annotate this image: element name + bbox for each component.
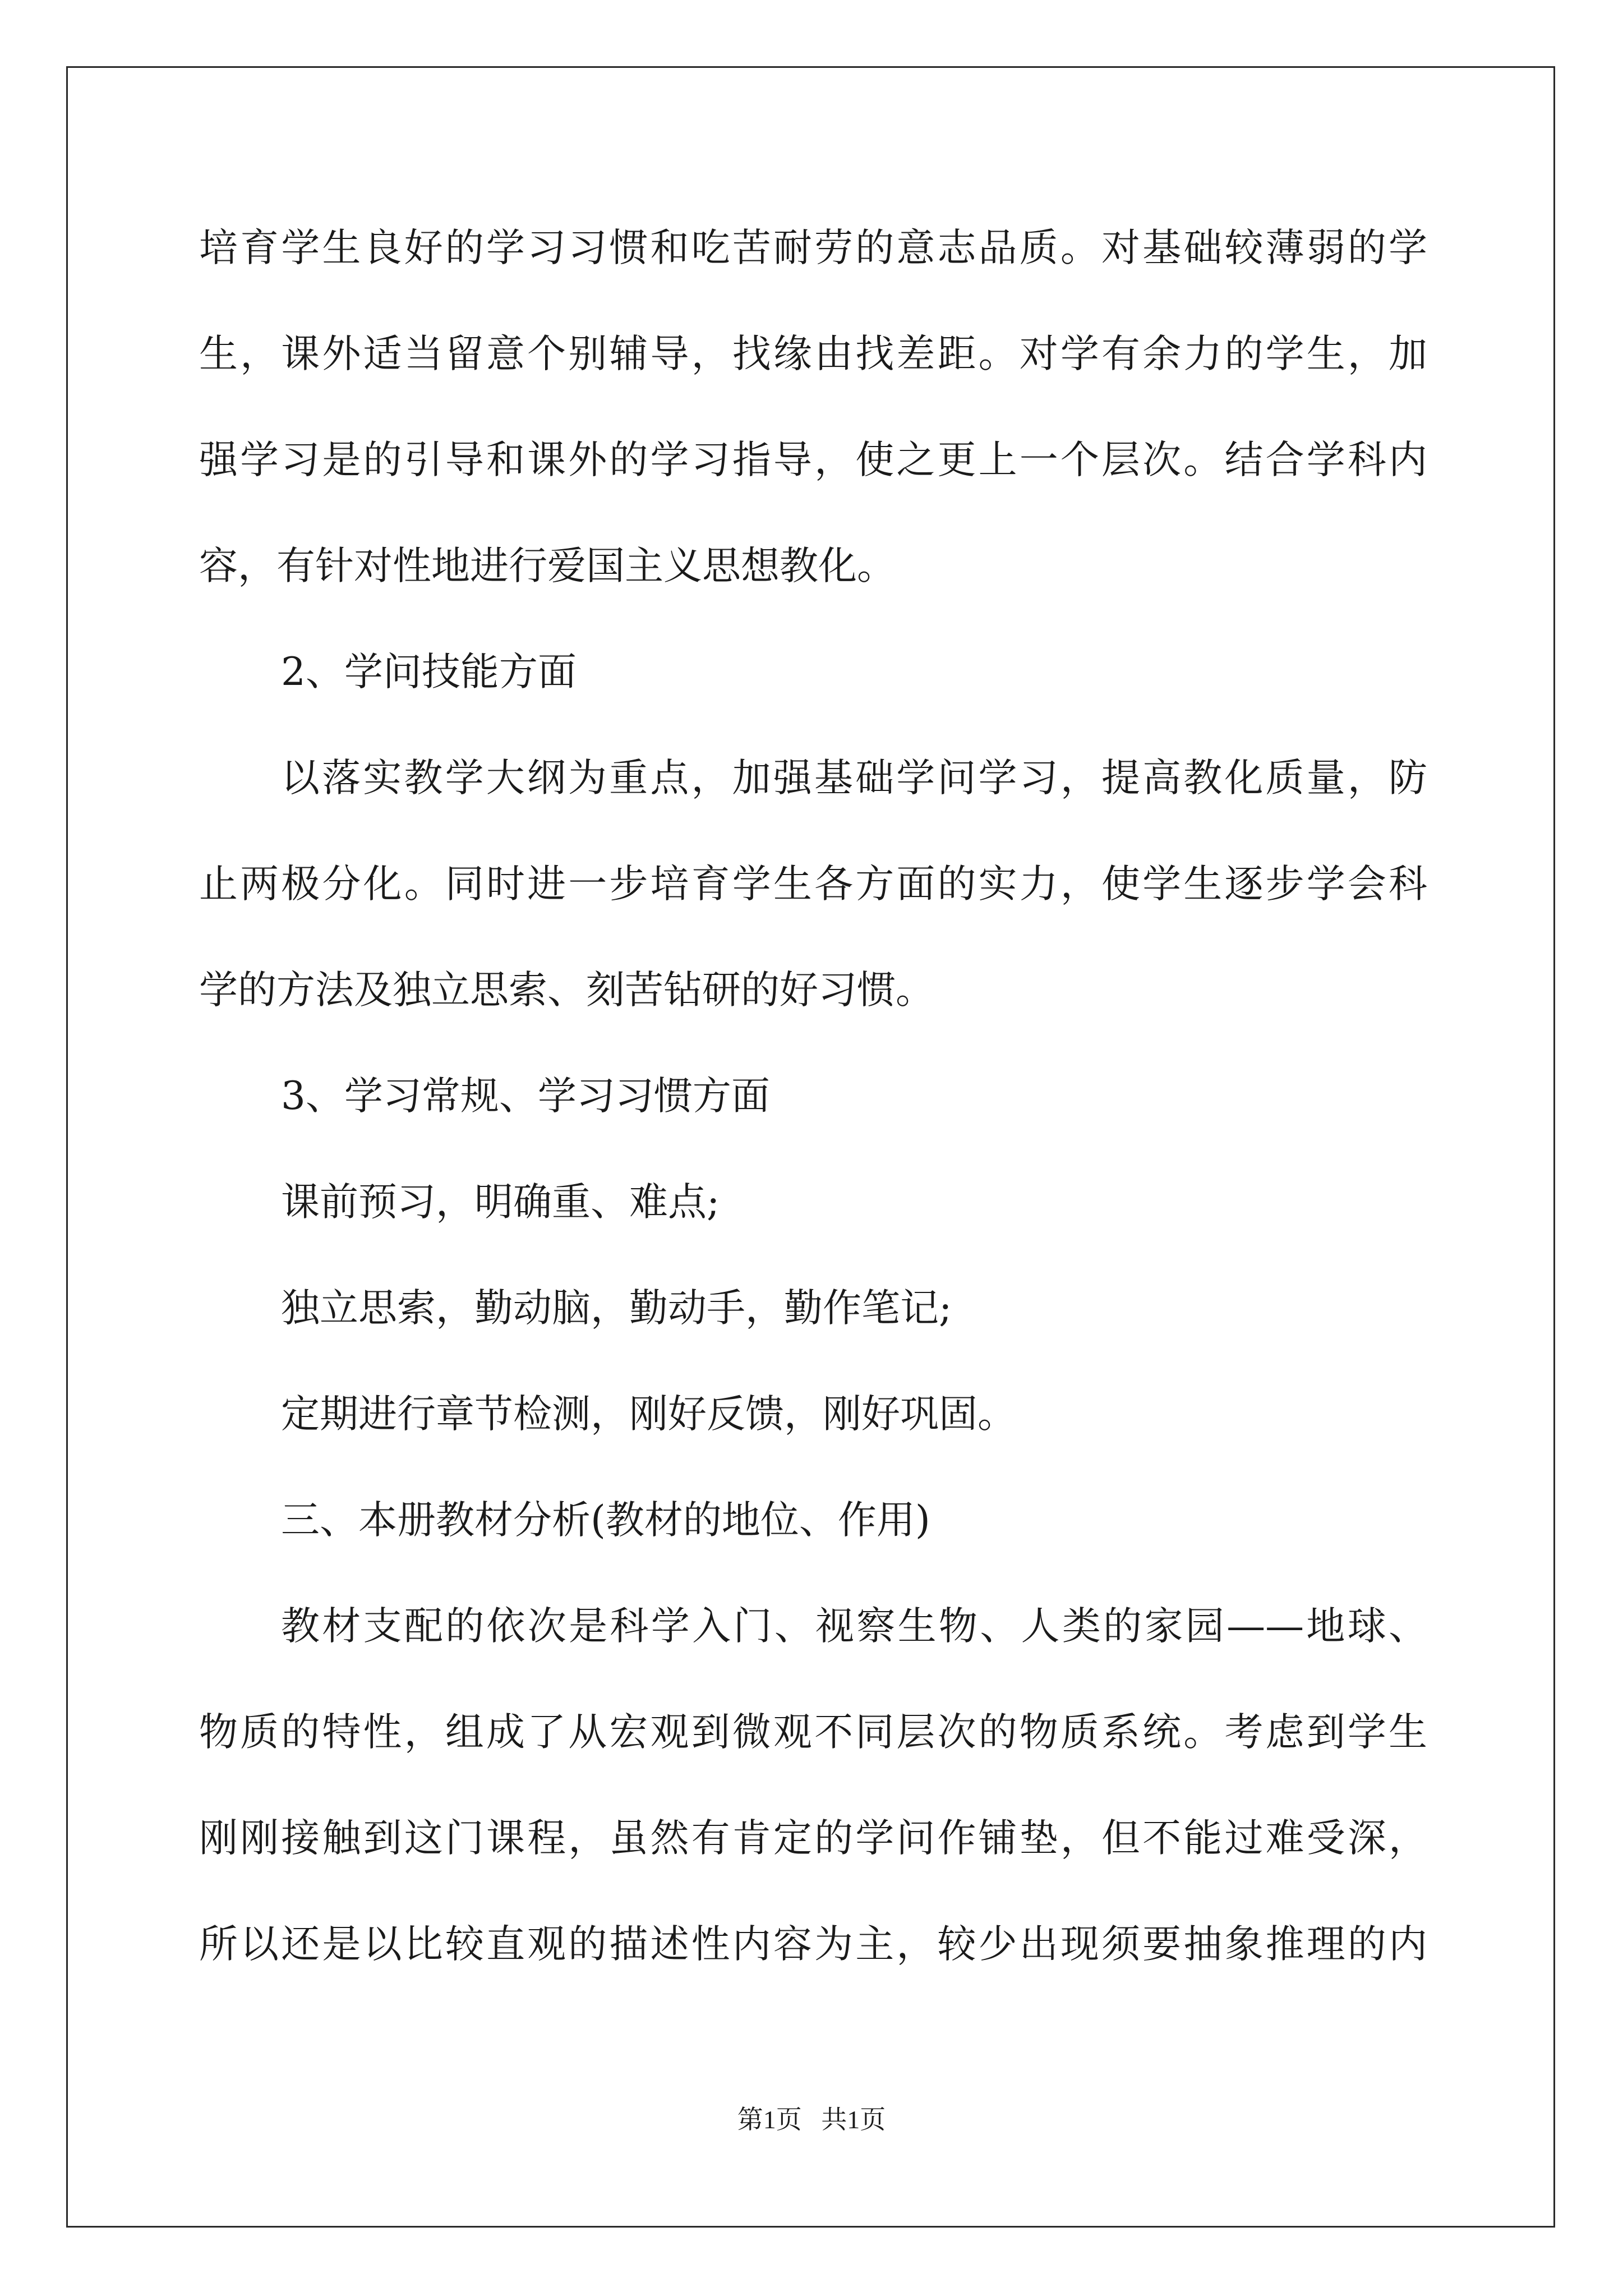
text-line: 刚刚接触到这门课程，虽然有肯定的学问作铺垫，但不能过难受深，: [199, 1816, 1427, 1861]
text-line: 止两极分化。同时进一步培育学生各方面的实力，使学生逐步学会科: [199, 862, 1427, 907]
text-line: 教材支配的依次是科学入门、视察生物、人类的家园——地球、: [281, 1604, 1427, 1649]
text-line: 3、学习常规、学习习惯方面: [281, 1074, 770, 1119]
page-footer: 第1页 共1页: [737, 2105, 886, 2134]
text-line: 独立思索，勤动脑，勤动手，勤作笔记;: [281, 1286, 952, 1331]
text-line: 生，课外适当留意个别辅导，找缘由找差距。对学有余力的学生，加: [199, 332, 1427, 376]
text-line: 定期进行章节检测，刚好反馈，刚好巩固。: [281, 1392, 1016, 1437]
text-line: 以落实教学大纲为重点，加强基础学问学习，提高教化质量，防: [281, 756, 1427, 800]
text-line: 2、学问技能方面: [281, 650, 577, 694]
text-line: 课前预习，明确重、难点;: [281, 1180, 720, 1225]
text-line: 学的方法及独立思索、刻苦钻研的好习惯。: [199, 968, 934, 1013]
text-line: 所以还是以比较直观的描述性内容为主，较少出现须要抽象推理的内: [199, 1922, 1427, 1967]
text-line: 物质的特性，组成了从宏观到微观不同层次的物质系统。考虑到学生: [199, 1710, 1427, 1755]
text-line: 强学习是的引导和课外的学习指导，使之更上一个层次。结合学科内: [199, 438, 1427, 482]
text-line: 培育学生良好的学习习惯和吃苦耐劳的意志品质。对基础较薄弱的学: [199, 226, 1427, 270]
text-line: 三、本册教材分析(教材的地位、作用): [281, 1498, 930, 1543]
document-body: [199, 214, 1427, 2017]
text-line: 容，有针对性地进行爱国主义思想教化。: [199, 544, 896, 588]
